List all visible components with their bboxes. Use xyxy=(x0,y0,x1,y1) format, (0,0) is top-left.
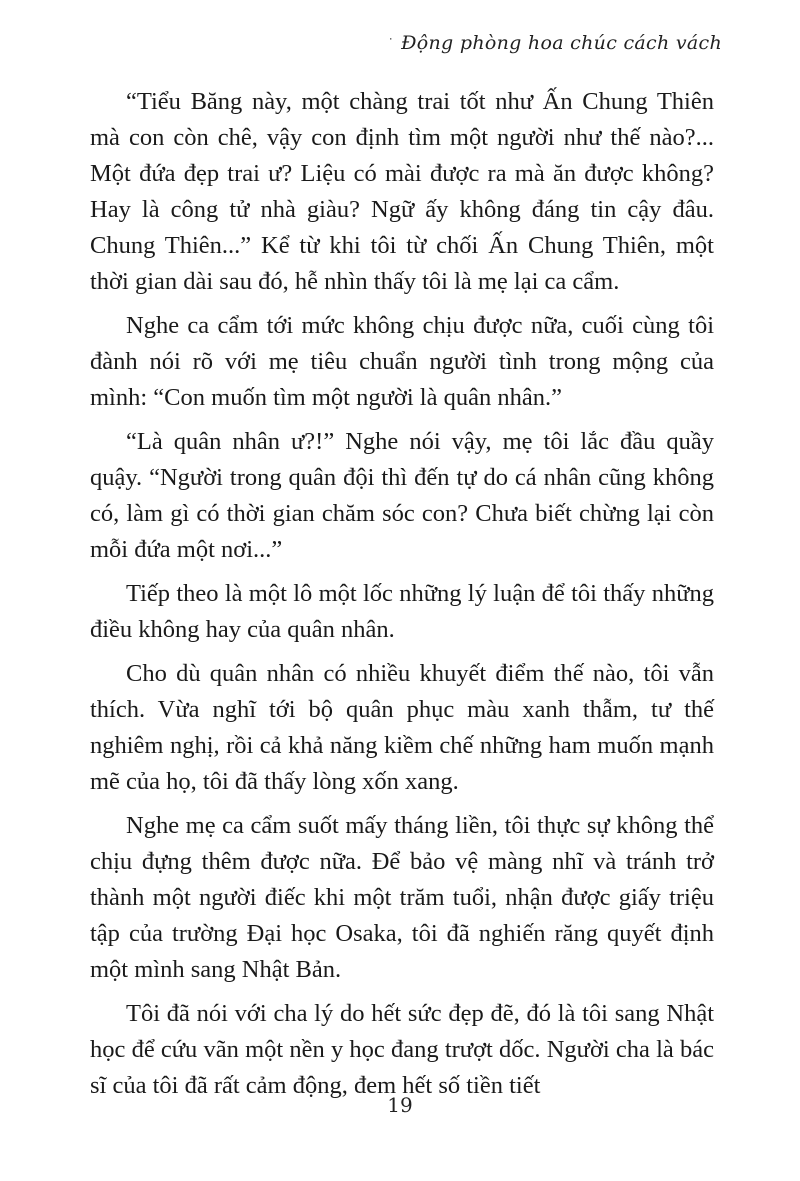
paragraph-4: Tiếp theo là một lô một lốc những lý luận để tôi thấy những điều không hay của quân nhân. xyxy=(90,580,714,643)
header-ornament-icon: ⸱ xyxy=(389,32,393,46)
paragraph-2: Nghe ca cẩm tới mức không chịu được nữa, cuối cùng tôi đành nói rõ với mẹ tiêu chuẩn người tình trong mộng của mình: “Con muốn tìm một người là quân nhân.” xyxy=(90,312,714,411)
page-number: 19 xyxy=(387,1093,413,1117)
running-header xyxy=(389,30,722,54)
paragraph-6: Nghe mẹ ca cẩm suốt mấy tháng liền, tôi thực sự không thể chịu đựng thêm được nữa. Để bảo vệ màng nhĩ và tránh trở thành một người điếc khi một trăm tuổi, nhận được giấy triệu tập của trường Đại học Osaka, tôi đã nghiến răng quyết định một mình sang Nhật Bản. xyxy=(90,812,714,983)
body-text xyxy=(90,84,714,1112)
running-title: Động phòng hoa chúc cách vách xyxy=(401,32,722,54)
paragraph-1: “Tiểu Băng này, một chàng trai tốt như Ấn Chung Thiên mà con còn chê, vậy con định tìm một người như thế nào?... Một đứa đẹp trai ư? Liệu có mài được ra mà ăn được không? Hay là công tử nhà giàu? Ngữ ấy không đáng tin cậy đâu. Chung Thiên...” Kể từ khi tôi từ chối Ấn Chung Thiên, một thời gian dài sau đó, hễ nhìn thấy tôi là mẹ lại ca cẩm. xyxy=(90,88,714,295)
paragraph-5: Cho dù quân nhân có nhiều khuyết điểm thế nào, tôi vẫn thích. Vừa nghĩ tới bộ quân phục màu xanh thẫm, tư thế nghiêm nghị, rồi cả khả năng kiềm chế những ham muốn mạnh mẽ của họ, tôi đã thấy lòng xốn xang. xyxy=(90,660,714,795)
paragraph-7: Tôi đã nói với cha lý do hết sức đẹp đẽ, đó là tôi sang Nhật học để cứu vãn một nền y học đang trượt dốc. Người cha là bác sĩ của tôi đã rất cảm động, đem hết số tiền tiết xyxy=(90,1000,714,1099)
paragraph-3: “Là quân nhân ư?!” Nghe nói vậy, mẹ tôi lắc đầu quầy quậy. “Người trong quân đội thì đến tự do cá nhân cũng không có, làm gì có thời gian chăm sóc con? Chưa biết chừng lại còn mỗi đứa một nơi...” xyxy=(90,428,714,563)
